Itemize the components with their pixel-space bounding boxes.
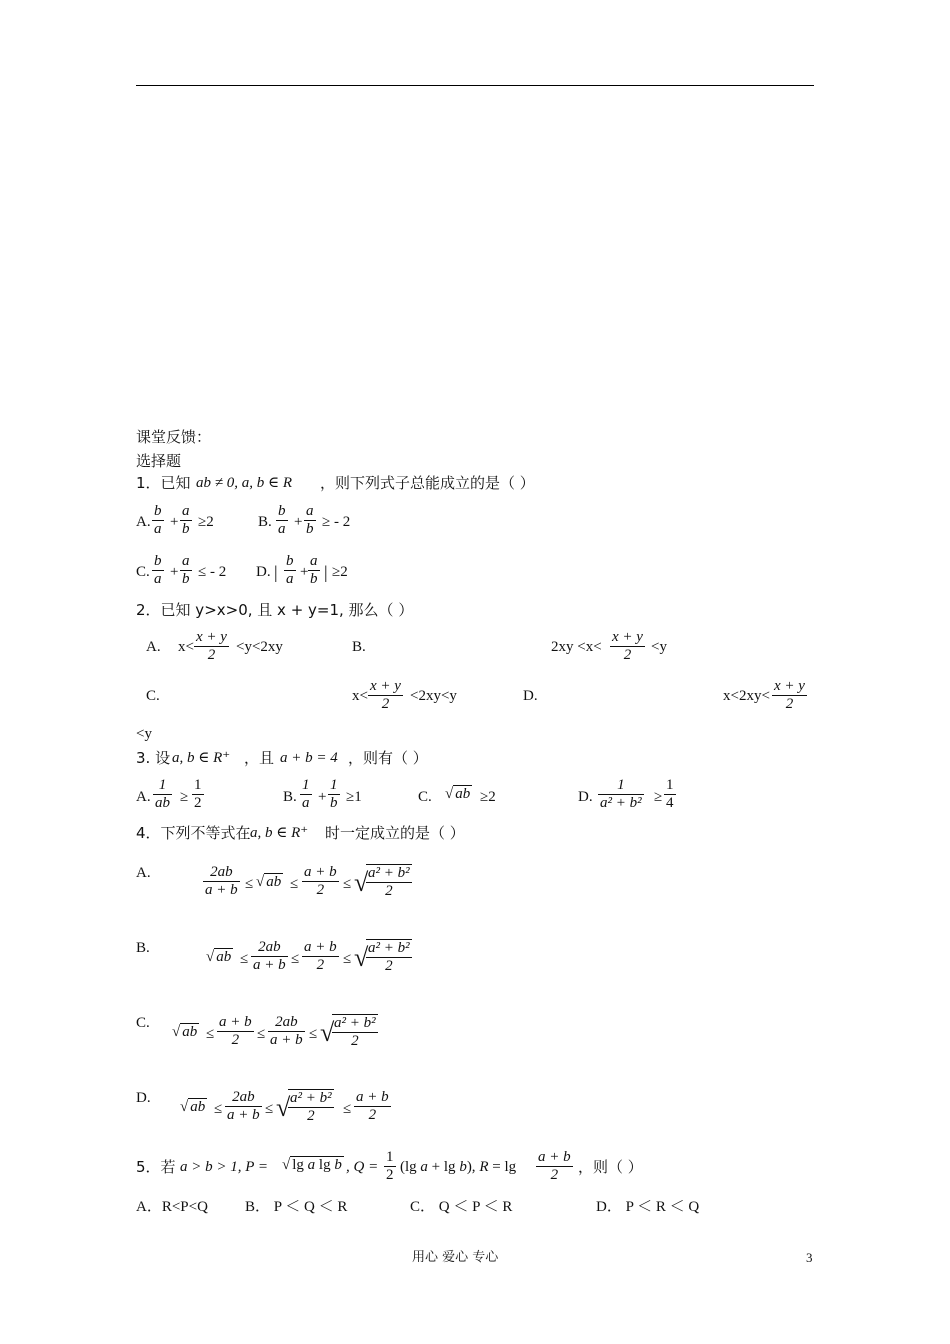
q1-stem-a: 1．已知 xyxy=(136,474,191,492)
section-feedback: 课堂反馈： xyxy=(136,428,212,446)
q4-option-d-label: D. xyxy=(136,1090,151,1106)
q4-a-le3: ≤ xyxy=(343,876,352,892)
q3-option-b-label: B. xyxy=(283,789,297,805)
q5-stem-a: 5．若 xyxy=(136,1158,176,1176)
q4-d-term4: $\frac{a + b}{2}$ xyxy=(356,1089,389,1123)
q4-option-b-label: B. xyxy=(136,940,150,956)
q1-option-a-label: A. xyxy=(136,514,151,530)
q1-condition: ab ≠ 0, a, b ∈ R xyxy=(196,475,292,491)
q3-cond1: a, b ∈ R⁺ xyxy=(172,750,231,766)
q1-b-plus: + xyxy=(294,514,303,530)
section-choice: 选择题 xyxy=(136,452,182,470)
q4-a-term2: √ ab xyxy=(256,874,282,890)
q2-d-tail: <y xyxy=(136,726,152,742)
q2-option-c-label: C. xyxy=(146,688,160,704)
q4-d-term1: √ ab xyxy=(180,1099,206,1115)
q1-d-rel: ≥2 xyxy=(332,564,348,580)
q5-answer-a: A．R<P<Q xyxy=(136,1199,208,1215)
q2-option-d-label: D. xyxy=(523,688,538,704)
q4-c-radical: √ xyxy=(320,1018,335,1047)
q4-b-term4: $\frac{\text{a² + b²}}{2}$ xyxy=(368,940,410,974)
q4-a-le2: ≤ xyxy=(290,876,299,892)
header-rule xyxy=(136,85,814,86)
q4-b-term2: $\frac{2ab}{a + b}$ xyxy=(253,939,286,973)
q4-cond: a, b ∈ R⁺ xyxy=(250,825,309,841)
q4-b-le2: ≤ xyxy=(291,951,300,967)
q5-r-frac: $\frac{a + b}{2}$ xyxy=(538,1149,571,1183)
q5-stem-b: ，则（ ） xyxy=(578,1158,643,1176)
q4-c-term2: $\frac{a + b}{2}$ xyxy=(219,1014,252,1048)
q1-d-abs-right: | xyxy=(324,562,328,582)
q1-c-frac2: $\frac{a}{b}$ xyxy=(182,553,190,587)
q1-b-frac2: $\frac{a}{b}$ xyxy=(306,503,314,537)
q2-b-frac: $\frac{x + y}{2}$ xyxy=(612,629,643,663)
q4-a-le1: ≤ xyxy=(245,876,254,892)
q4-d-term3: $\frac{\text{a² + b²}}{2}$ xyxy=(290,1090,332,1124)
q1-a-plus: + xyxy=(170,514,179,530)
q3-d-frac2: $\frac{1}{4}$ xyxy=(666,777,674,811)
q1-d-plus: + xyxy=(300,564,309,580)
q1-c-plus: + xyxy=(170,564,179,580)
q1-c-frac1: $\frac{b}{a}$ xyxy=(154,553,162,587)
q4-d-radical: √ xyxy=(276,1093,291,1122)
q2-a-pre: x< xyxy=(178,639,194,655)
q3-cond2: a + b = 4 xyxy=(280,750,338,766)
q1-option-c-label: C. xyxy=(136,564,150,580)
q4-d-le3: ≤ xyxy=(343,1101,352,1117)
q3-b-frac1: $\frac{1}{a}$ xyxy=(302,777,310,811)
q4-a-term3: $\frac{a + b}{2}$ xyxy=(304,864,337,898)
q4-c-term4: $\frac{\text{a² + b²}}{2}$ xyxy=(334,1015,376,1049)
q2-d-frac: $\frac{x + y}{2}$ xyxy=(774,678,805,712)
q3-stem-mid: ，且 xyxy=(244,749,275,767)
q1-stem-b: ，则下列式子总能成立的是（ ） xyxy=(320,474,535,492)
q2-c-frac: $\frac{x + y}{2}$ xyxy=(370,678,401,712)
q1-a-rel: ≥2 xyxy=(198,514,214,530)
q1-d-frac1: $\frac{b}{a}$ xyxy=(286,553,294,587)
q1-a-frac2: $\frac{a}{b}$ xyxy=(182,503,190,537)
q3-option-c-label: C. xyxy=(418,789,432,805)
q3-d-frac: $\frac{1}{\text{a² + b²}}$ xyxy=(600,777,642,811)
q5-q-expr: (lg a + lg b), R = lg xyxy=(400,1159,517,1175)
q4-b-term3: $\frac{a + b}{2}$ xyxy=(304,939,337,973)
q1-a-frac1: $\frac{b}{a}$ xyxy=(154,503,162,537)
q5-answer-d: D． P ＜ R ＜ Q xyxy=(596,1199,700,1215)
q2-option-b-label: B. xyxy=(352,639,366,655)
q1-c-rel: ≤ - 2 xyxy=(198,564,227,580)
q2-b-post: <y xyxy=(651,639,667,655)
q3-stem-b: ，则有（ ） xyxy=(348,749,428,767)
q2-c-pre: x< xyxy=(352,688,368,704)
q3-option-a-label: A. xyxy=(136,789,151,805)
q2-a-frac: $\frac{x + y}{2}$ xyxy=(196,629,227,663)
footer-motto: 用心 爱心 专心 xyxy=(412,1250,499,1265)
q5-answer-c: C． Q ＜ P ＜ R xyxy=(410,1199,513,1215)
q4-option-c-label: C. xyxy=(136,1015,150,1031)
q4-a-term1: $\frac{2ab}{a + b}$ xyxy=(205,864,238,898)
q5-answer-b: B． P ＜ Q ＜ R xyxy=(245,1199,348,1215)
q4-c-le2: ≤ xyxy=(257,1026,266,1042)
q4-option-a-label: A. xyxy=(136,865,151,881)
q3-option-d-label: D. xyxy=(578,789,593,805)
q2-d-pre: x<2xy< xyxy=(723,688,770,704)
q5-cond1: a > b > 1, P = xyxy=(180,1159,269,1175)
q3-stem-a: 3. 设 xyxy=(136,749,171,767)
q4-b-radical: √ xyxy=(354,943,369,972)
q4-d-le1: ≤ xyxy=(214,1101,223,1117)
q4-b-term1: √ ab xyxy=(206,949,232,965)
q3-b-rel: ≥1 xyxy=(346,789,362,805)
q2-c-post: <2xy<y xyxy=(410,688,457,704)
q4-b-le1: ≤ xyxy=(240,951,249,967)
q4-a-radical: √ xyxy=(354,868,369,897)
q4-d-le2: ≤ xyxy=(265,1101,274,1117)
q4-c-le1: ≤ xyxy=(206,1026,215,1042)
q4-stem-b: 时一定成立的是（ ） xyxy=(325,824,465,842)
q5-p-sqrt: √ lg a lg b xyxy=(282,1157,342,1173)
q5-q-eq: , Q = xyxy=(346,1159,379,1175)
q3-c-rel: ≥2 xyxy=(480,789,496,805)
q3-b-plus: + xyxy=(318,789,327,805)
q2-stem: 2．已知 y>x>0, 且 x + y=1, 那么（ ） xyxy=(136,601,414,619)
q4-c-term1: √ ab xyxy=(172,1024,198,1040)
q3-a-geq: ≥ xyxy=(180,789,189,805)
q1-b-frac1: $\frac{b}{a}$ xyxy=(278,503,286,537)
q1-d-abs-left: | xyxy=(274,562,278,582)
page-number: 3 xyxy=(806,1250,813,1265)
q4-c-le3: ≤ xyxy=(309,1026,318,1042)
q4-stem-a: 4．下列不等式在 xyxy=(136,824,251,842)
q4-c-term3: $\frac{2ab}{a + b}$ xyxy=(270,1014,303,1048)
q3-c-sqrt: √ ab xyxy=(445,786,471,802)
q5-q-half: $\frac{1}{2}$ xyxy=(386,1149,394,1183)
q4-a-term4: $\frac{\text{a² + b²}}{2}$ xyxy=(368,865,410,899)
q4-b-le3: ≤ xyxy=(343,951,352,967)
q3-b-frac2: $\frac{1}{b}$ xyxy=(330,777,338,811)
q1-b-rel: ≥ - 2 xyxy=(322,514,351,530)
q2-b-pre: 2xy <x< xyxy=(551,639,602,655)
q1-option-d-label: D. xyxy=(256,564,271,580)
q3-d-geq: ≥ xyxy=(654,789,663,805)
q3-a-frac: $\frac{1}{ab}$ xyxy=(155,777,170,811)
q4-d-term2: $\frac{2ab}{a + b}$ xyxy=(227,1089,260,1123)
q1-d-frac2: $\frac{a}{b}$ xyxy=(310,553,318,587)
q2-a-post: <y<2xy xyxy=(236,639,283,655)
q2-option-a-label: A. xyxy=(146,639,161,655)
q3-a-frac2: $\frac{1}{2}$ xyxy=(194,777,202,811)
q1-option-b-label: B. xyxy=(258,514,272,530)
